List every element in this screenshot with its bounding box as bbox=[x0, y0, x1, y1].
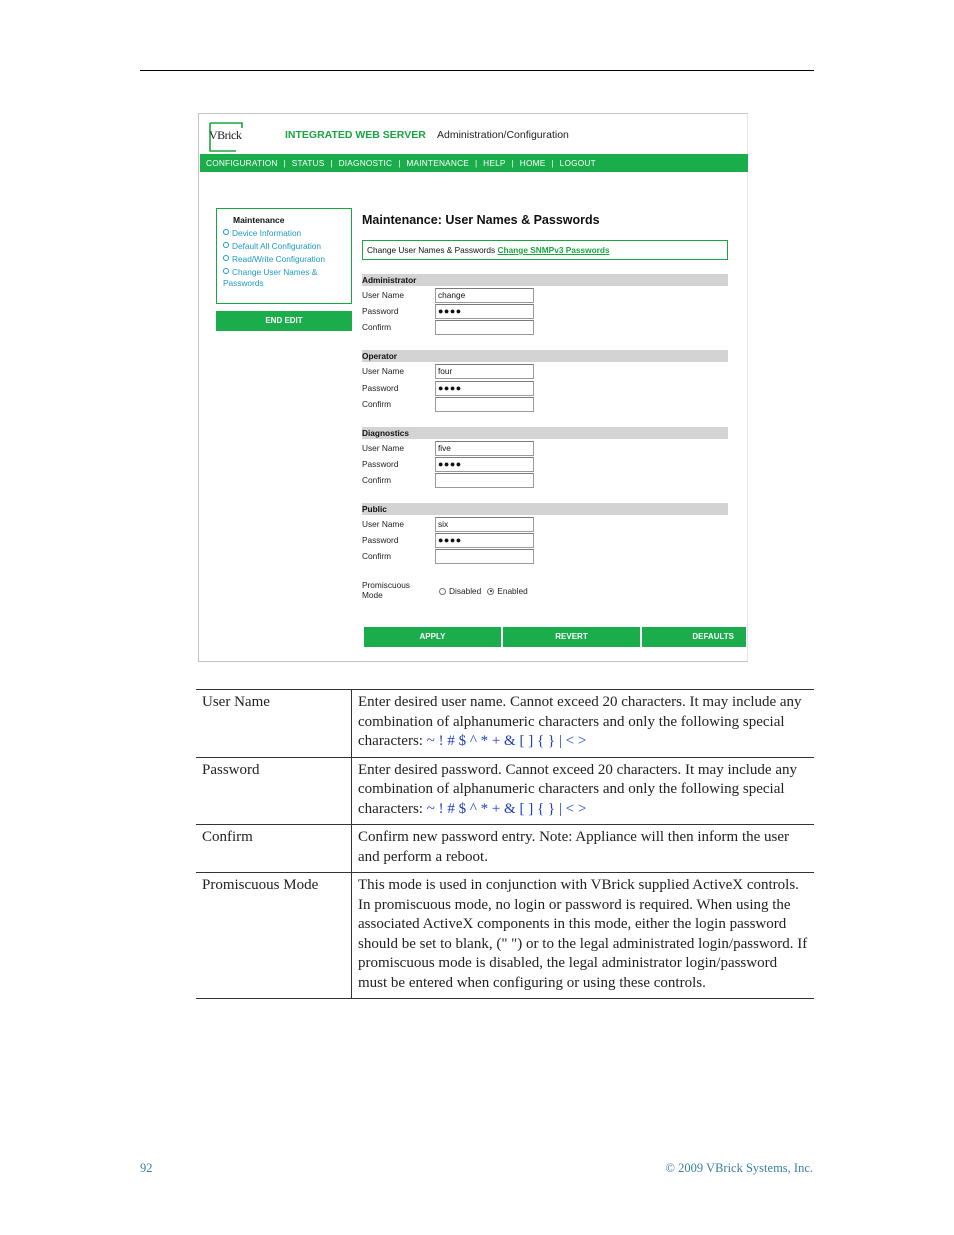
nav-diagnostic[interactable]: DIAGNOSTIC bbox=[338, 158, 393, 168]
sidebar-link-default-all[interactable]: Default All Configuration bbox=[223, 241, 351, 252]
bullet-icon bbox=[223, 268, 229, 274]
nav-maintenance[interactable]: MAINTENANCE bbox=[406, 158, 469, 168]
label-user-name: User Name bbox=[362, 366, 404, 376]
diagnostics-confirm-input[interactable] bbox=[435, 473, 534, 488]
nav-logout[interactable]: LOGOUT bbox=[559, 158, 596, 168]
term-cell: Promiscuous Mode bbox=[196, 873, 352, 999]
special-characters: ~ ! # $ ^ * + & [ ] { } | < > bbox=[426, 733, 587, 749]
sidebar-title: Maintenance bbox=[233, 215, 285, 225]
admin-confirm-input[interactable] bbox=[435, 320, 534, 335]
label-user-name: User Name bbox=[362, 519, 404, 529]
label-user-name: User Name bbox=[362, 443, 404, 453]
label-confirm: Confirm bbox=[362, 399, 392, 409]
promiscuous-mode-radio-group bbox=[439, 586, 528, 596]
table-row bbox=[196, 825, 814, 873]
operator-user-name-input[interactable]: four bbox=[435, 364, 534, 379]
table-row bbox=[196, 690, 814, 758]
defaults-button[interactable]: DEFAULTS bbox=[642, 627, 746, 647]
admin-password-input[interactable]: ●●●● bbox=[435, 304, 534, 319]
description-cell: Confirm new password entry. Note: Appliance will then inform the user and perform a reboot. bbox=[352, 825, 815, 873]
label-password: Password bbox=[362, 535, 399, 545]
description-cell: Enter desired user name. Cannot exceed 20 characters. It may include any combination of alphanumeric characters and only the following special characters: ~ ! # $ ^ * + & [ ] { } | < > bbox=[352, 690, 815, 758]
nav-home[interactable]: HOME bbox=[519, 158, 546, 168]
public-password-input[interactable]: ●●●● bbox=[435, 533, 534, 548]
label-confirm: Confirm bbox=[362, 322, 392, 332]
apply-button[interactable]: APPLY bbox=[364, 627, 501, 647]
top-nav-bar: CONFIGURATION | STATUS | DIAGNOSTIC | MAINTENANCE | HELP | HOME | LOGOUT bbox=[200, 154, 748, 172]
term-cell: Confirm bbox=[196, 825, 352, 873]
table-row bbox=[196, 757, 814, 825]
label-password: Password bbox=[362, 383, 399, 393]
section-header-administrator: Administrator bbox=[362, 274, 728, 286]
sidebar-link-change-user-names[interactable]: Change User Names & Passwords bbox=[223, 267, 318, 288]
logo-text: VBrick bbox=[209, 128, 242, 142]
label-password: Password bbox=[362, 306, 399, 316]
label-confirm: Confirm bbox=[362, 475, 392, 485]
public-confirm-input[interactable] bbox=[435, 549, 534, 564]
radio-disabled-label: Disabled bbox=[449, 586, 482, 596]
operator-confirm-input[interactable] bbox=[435, 397, 534, 412]
page-title: Maintenance: User Names & Passwords bbox=[362, 213, 600, 227]
radio-enabled[interactable] bbox=[487, 588, 494, 595]
section-header-operator: Operator bbox=[362, 350, 728, 362]
web-server-screenshot bbox=[198, 113, 748, 662]
section-header-diagnostics: Diagnostics bbox=[362, 427, 728, 439]
nav-status[interactable]: STATUS bbox=[291, 158, 325, 168]
radio-enabled-label: Enabled bbox=[497, 586, 528, 596]
sidebar-link-device-information[interactable]: Device Information bbox=[223, 228, 351, 239]
nav-help[interactable]: HELP bbox=[483, 158, 506, 168]
field-description-table bbox=[196, 689, 814, 999]
tab-snmpv3-link[interactable]: Change SNMPv3 Passwords bbox=[497, 245, 610, 255]
term-cell: User Name bbox=[196, 690, 352, 758]
promiscuous-mode-label: Promiscuous Mode bbox=[362, 580, 410, 600]
label-password: Password bbox=[362, 459, 399, 469]
public-user-name-input[interactable]: six bbox=[435, 517, 534, 532]
revert-button[interactable]: REVERT bbox=[503, 627, 640, 647]
page-number: 92 bbox=[140, 1161, 153, 1175]
tab-box bbox=[362, 240, 728, 260]
bullet-icon bbox=[223, 242, 229, 248]
description-cell: This mode is used in conjunction with VBrick supplied ActiveX controls. In promiscuous mode, no login or password is required. When using the associated ActiveX components in this mode, either the login password should be set to blank, (" ") or to the legal administrated login/password. If promiscuous mode is disabled, the legal administrator login/password must be entered when configuring or using these controls. bbox=[352, 873, 815, 999]
label-user-name: User Name bbox=[362, 290, 404, 300]
table-row bbox=[196, 873, 814, 999]
top-rule bbox=[140, 70, 814, 71]
diagnostics-user-name-input[interactable]: five bbox=[435, 441, 534, 456]
label-confirm: Confirm bbox=[362, 551, 392, 561]
copyright: © 2009 VBrick Systems, Inc. bbox=[665, 1161, 813, 1175]
maintenance-sidebar bbox=[216, 208, 352, 304]
bullet-icon bbox=[223, 229, 229, 235]
server-subtitle: Administration/Configuration bbox=[437, 129, 569, 141]
end-edit-button[interactable]: END EDIT bbox=[216, 311, 352, 331]
bullet-icon bbox=[223, 255, 229, 261]
admin-user-name-input[interactable]: change bbox=[435, 288, 534, 303]
sidebar-link-read-write[interactable]: Read/Write Configuration bbox=[223, 254, 351, 265]
section-header-public: Public bbox=[362, 503, 728, 515]
radio-disabled[interactable] bbox=[439, 588, 446, 595]
nav-configuration[interactable]: CONFIGURATION bbox=[206, 158, 278, 168]
diagnostics-password-input[interactable]: ●●●● bbox=[435, 457, 534, 472]
server-title: INTEGRATED WEB SERVER bbox=[285, 129, 426, 141]
operator-password-input[interactable]: ●●●● bbox=[435, 381, 534, 396]
tab-current: Change User Names & Passwords bbox=[367, 245, 496, 255]
description-cell: Enter desired password. Cannot exceed 20 characters. It may include any combination of alphanumeric characters and only the following special characters: ~ ! # $ ^ * + & [ ] { } | < > bbox=[352, 757, 815, 825]
special-characters: ~ ! # $ ^ * + & [ ] { } | < > bbox=[426, 800, 587, 817]
term-cell: Password bbox=[196, 757, 352, 825]
